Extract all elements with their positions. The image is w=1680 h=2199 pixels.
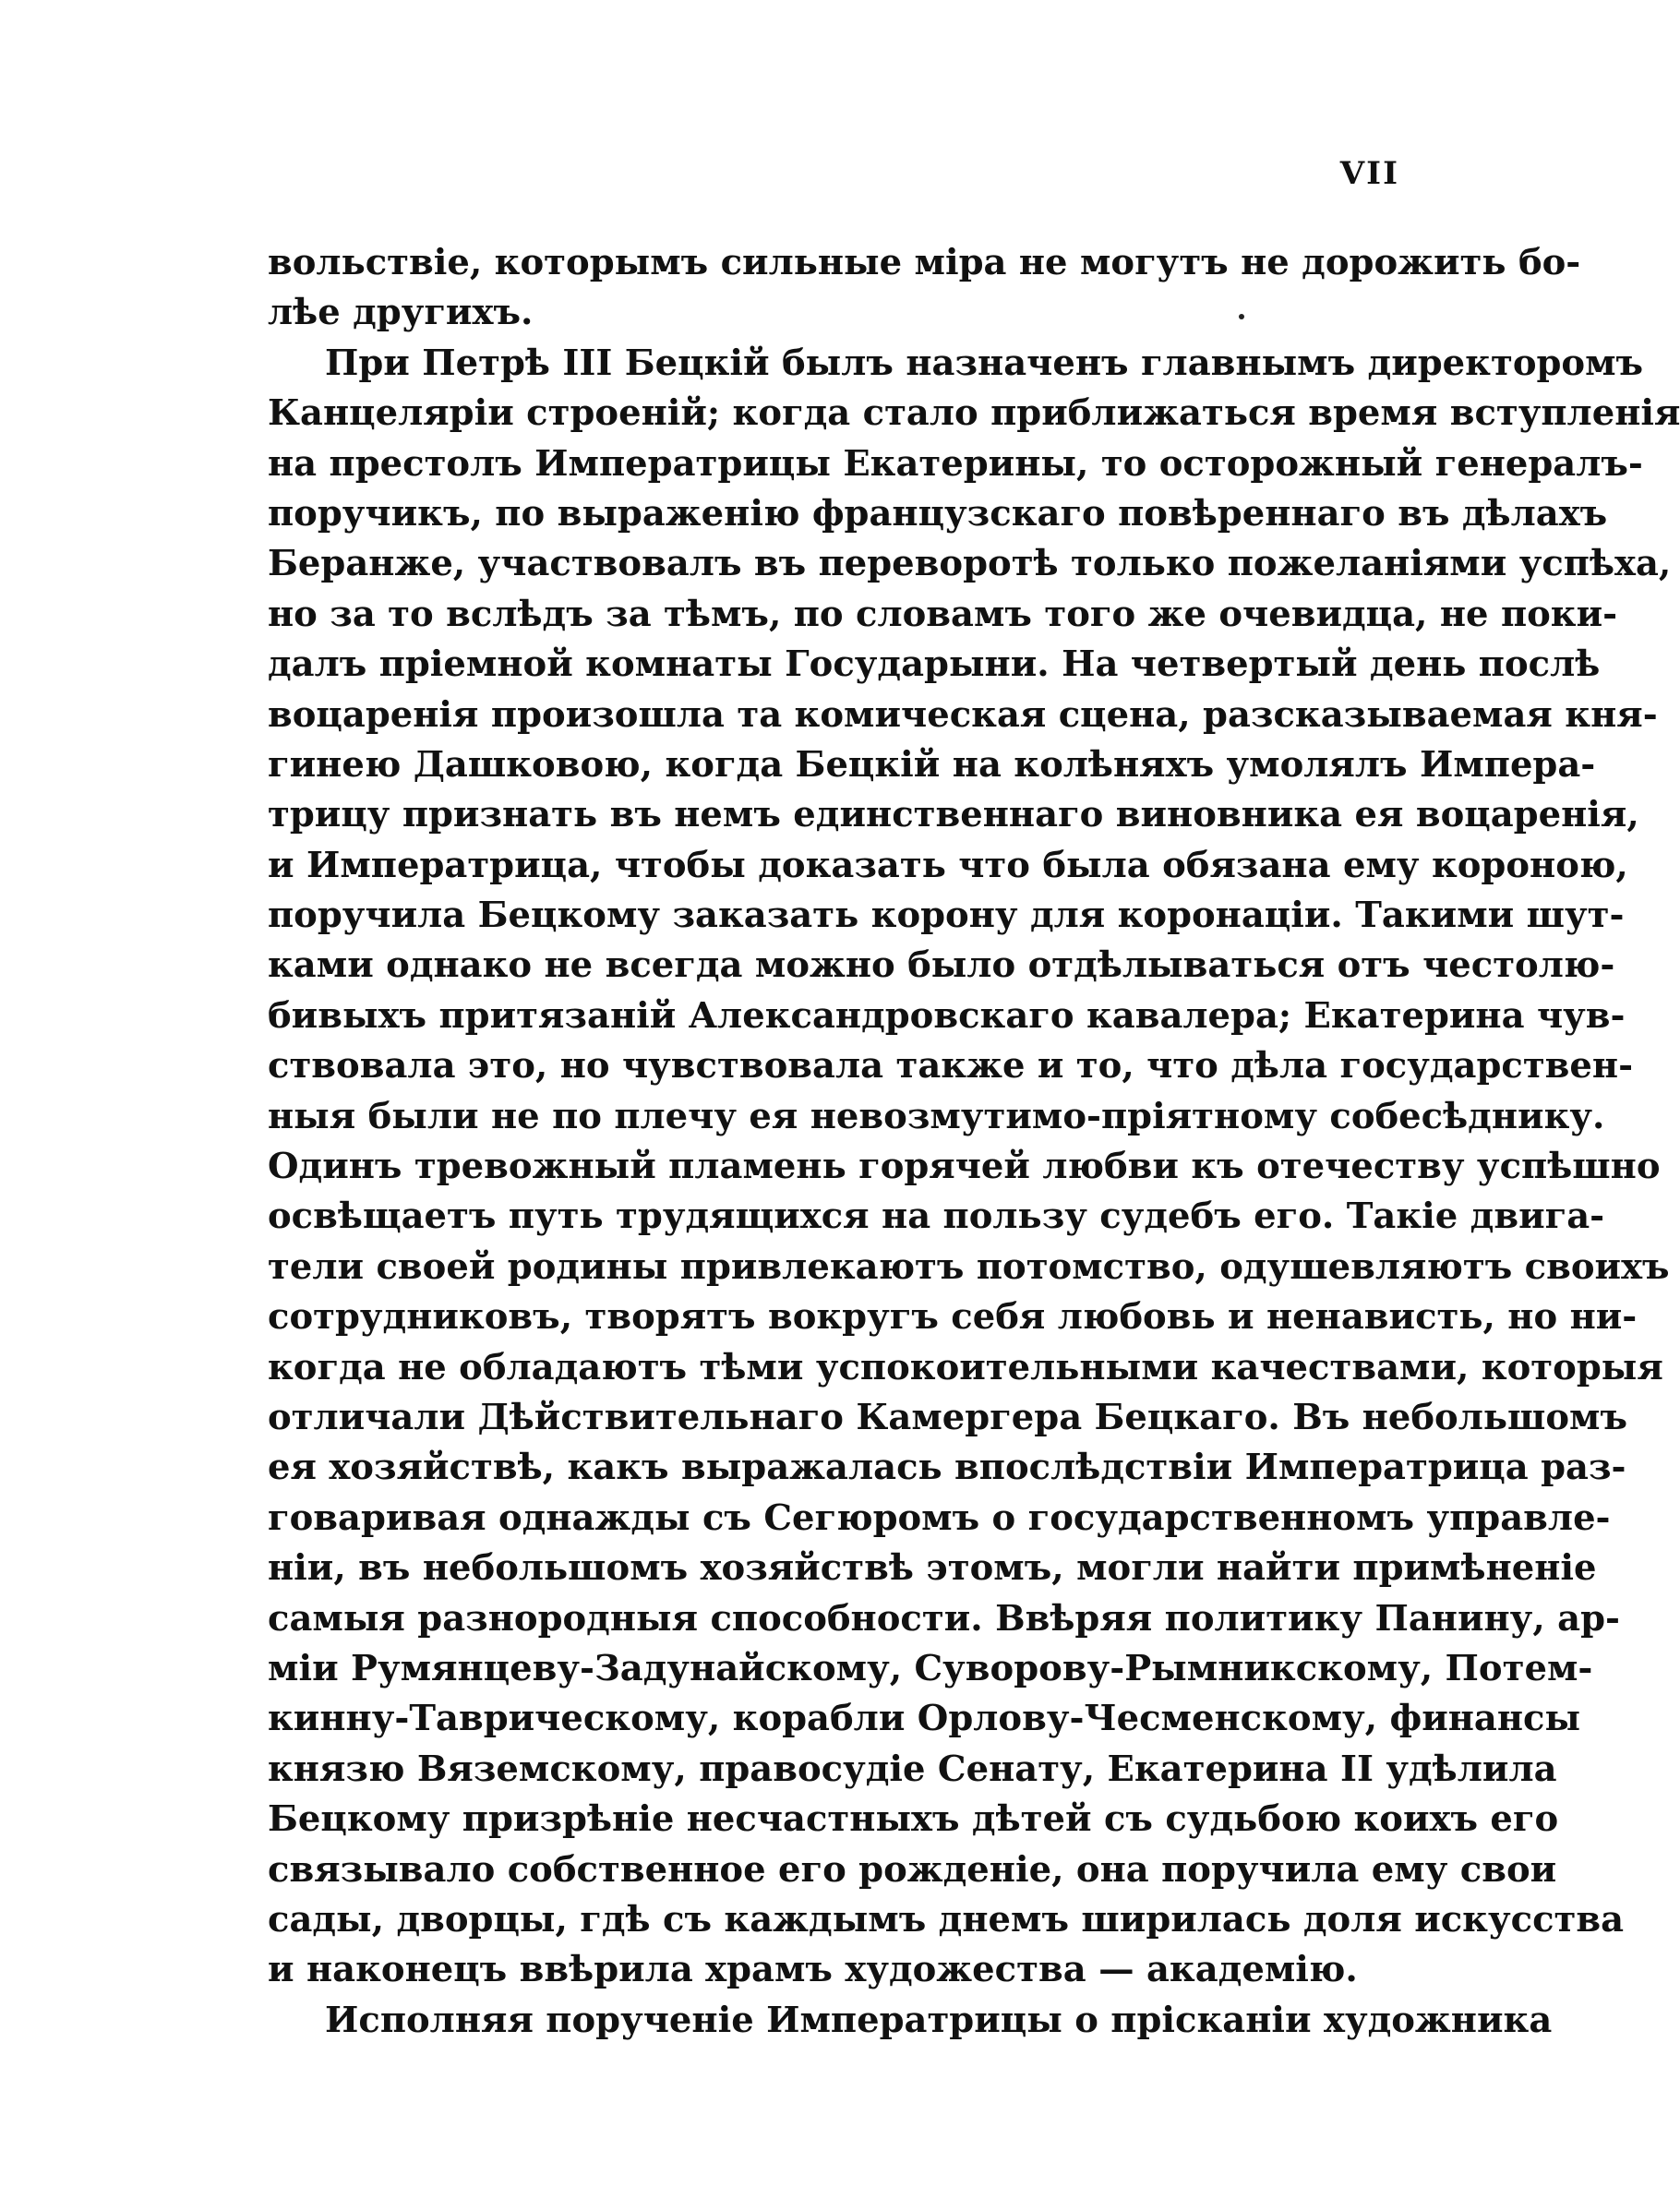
text-line: ствовала это, но чувствовала также и то, что дѣла государствен- [268,1045,1634,1087]
text-line: и Императрица, чтобы доказать что была обязана ему короною, [268,844,1628,886]
text-line: сады, дворцы, гдѣ съ каждымъ днемъ ширилась доля искусства [268,1898,1625,1941]
text-line: ея хозяйствѣ, какъ выражалась впослѣдствіи Императрица раз- [268,1447,1626,1489]
text-line: ныя были не по плечу ея невозмутимо-пріятному собесѣднику. [268,1095,1605,1137]
text-line: тели своей родины привлекаютъ потомство, одушевляютъ своихъ [268,1245,1670,1288]
text-line: кинну-Таврическому, корабли Орлову-Чесменскому, финансы [268,1698,1581,1740]
text-line: отличали Дѣйствительнаго Камергера Бецкаго. Въ небольшомъ [268,1396,1628,1438]
text-line: воцаренія произошла та комическая сцена, разсказываемая кня- [268,693,1658,736]
text-line: Канцеляріи строеній; когда стало приближаться время вступленія [268,392,1680,435]
page-number: VII [1339,155,1399,192]
text-line: связывало собственное его рожденіе, она поручила ему свои [268,1848,1557,1891]
text-line: гинею Дашковою, когда Бецкій на колѣняхъ умолялъ Импера- [268,743,1596,786]
text-line: трицу признать въ немъ единственнаго виновника ея воцаренія, [268,794,1639,836]
text-line: далъ пріемной комнаты Государыни. На четвертый день послѣ [268,643,1601,686]
text-line: ніи, въ небольшомъ хозяйствѣ этомъ, могли найти примѣненіе [268,1547,1597,1590]
text-line: Одинъ тревожный пламень горячей любви къ отечеству успѣшно [268,1146,1661,1188]
text-line: сотрудниковъ, творятъ вокругъ себя любовь и ненависть, но ни- [268,1296,1638,1339]
text-line: поручикъ, по выраженію французскаго повѣреннаго въ дѣлахъ [268,492,1608,535]
text-line: освѣщаетъ путь трудящихся на пользу судебъ его. Такіе двига- [268,1196,1605,1238]
text-line: когда не обладаютъ тѣми успокоительными качествами, которыя [268,1346,1663,1388]
text-line: князю Вяземскому, правосудіе Сенату, Екатерина II удѣлила [268,1748,1557,1790]
text-line: поручила Бецкому заказать корону для коронаціи. Такими шут- [268,895,1625,937]
text-line: говаривая однажды съ Сегюромъ о государственномъ управле- [268,1496,1611,1539]
text-line: самыя разнородныя способности. Ввѣряя политику Панину, ар- [268,1597,1620,1640]
text-line: Исполняя порученіе Императрицы о прісканіи художника [325,1999,1553,2041]
text-line: вольствіе, которымъ сильные міра не могутъ не дорожить бо- [268,242,1581,283]
text-line: на престолъ Императрицы Екатерины, то осторожный генералъ- [268,442,1643,485]
text-line: міи Румянцеву-Задунайскому, Суворову-Рымникскому, Потем- [268,1647,1593,1689]
text-line: лѣе другихъ. [268,292,534,334]
text-line: Беранже, участвовалъ въ переворотѣ только пожеланіями успѣха, [268,543,1672,585]
body-text [268,238,1680,2046]
text-line: бивыхъ притязаній Александровскаго кавалера; Екатерина чув- [268,994,1626,1037]
text-line: Бецкому призрѣніе несчастныхъ дѣтей съ судьбою коихъ его [268,1798,1559,1841]
text-line: При Петрѣ III Бецкій былъ назначенъ главнымъ директоромъ [325,342,1644,384]
text-line: ками однако не всегда можно было отдѣлываться отъ честолю- [268,944,1615,987]
text-line: но за то вслѣдъ за тѣмъ, по словамъ того же очевидца, не поки- [268,593,1618,635]
text-line: и наконецъ ввѣрила храмъ художества — академію. [268,1949,1358,1991]
